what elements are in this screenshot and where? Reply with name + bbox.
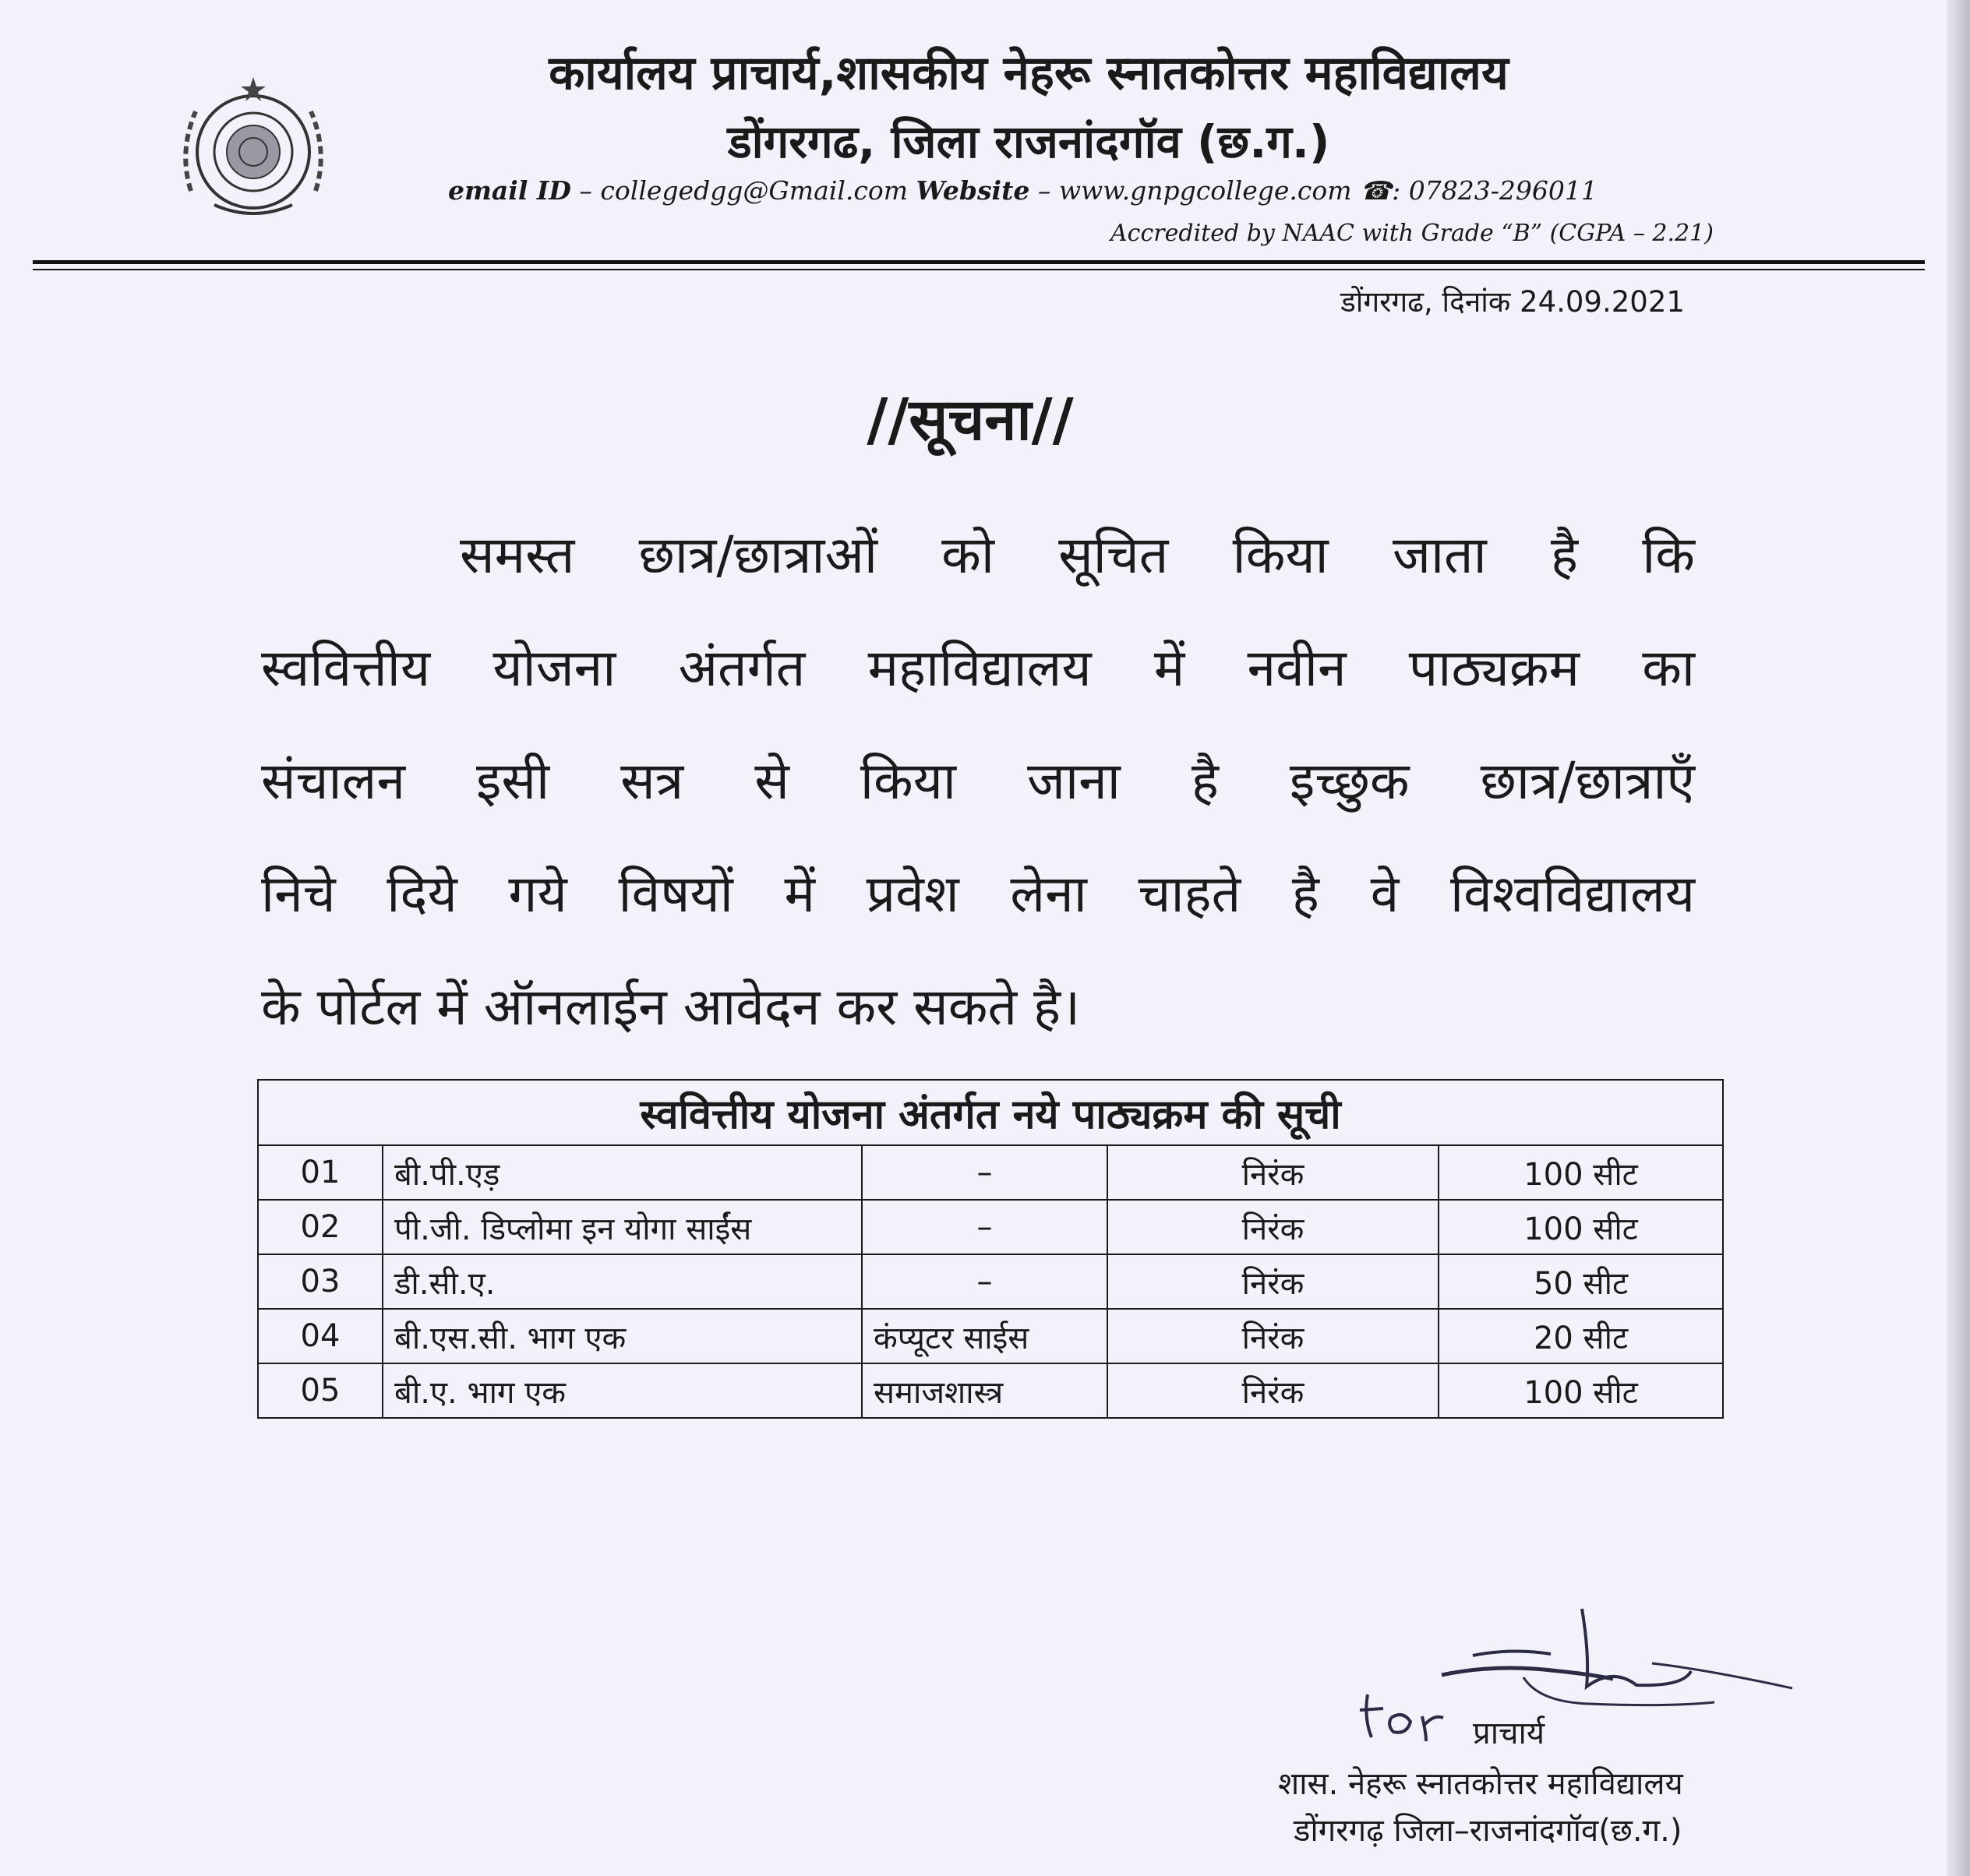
phone-value: 07823-296011 (1408, 175, 1598, 206)
table-row (258, 1363, 1723, 1418)
course-name: बी.ए. भाग एक (383, 1363, 862, 1418)
website-value: www.gnpgcollege.com (1058, 175, 1352, 206)
course-subject: कंप्यूटर साईस (862, 1309, 1107, 1363)
body-line-3: संचालन इसी सत्र से किया जाना है इच्छुक छात्र/छात्राऍं (261, 751, 1695, 811)
row-number: 04 (258, 1309, 383, 1363)
row-number: 02 (258, 1200, 383, 1254)
accreditation-line: Accredited by NAAC with Grade “B” (CGPA – 2.21) (1110, 220, 1714, 247)
table-row (258, 1254, 1723, 1309)
row-number: 03 (258, 1254, 383, 1309)
course-table (257, 1079, 1724, 1419)
course-seats: 20 सीट (1439, 1309, 1723, 1363)
course-grade: निरंक (1107, 1200, 1439, 1254)
table-title: स्ववित्तीय योजना अंतर्गत नये पाठ्यक्रम की सूची (258, 1080, 1723, 1145)
course-seats: 100 सीट (1439, 1200, 1723, 1254)
body-line-2: स्ववित्तीय योजना अंतर्गत महाविद्यालय में नवीन पाठ्यक्रम का (261, 638, 1695, 698)
signatory-title: प्राचार्य (1473, 1716, 1545, 1751)
row-number: 01 (258, 1145, 383, 1200)
table-row (258, 1200, 1723, 1254)
office-title: कार्यालय प्राचार्य,शासकीय नेहरू स्नातकोत्तर महाविद्यालय (549, 46, 1509, 100)
signatory-institution: शास. नेहरू स्नातकोत्तर महाविद्यालय (1278, 1766, 1683, 1802)
notice-heading: //सूचना// (867, 386, 1074, 453)
course-name: बी.पी.एड़ (383, 1145, 862, 1200)
page-edge-shadow (1947, 0, 1970, 1876)
email-label: email ID (448, 175, 571, 206)
body-line-4: निचे दिये गये विषयों में प्रवेश लेना चाहते है वे विश्वविद्यालय (261, 864, 1695, 924)
office-location: डोंगरगढ, जिला राजनांदगॉव (छ.ग.) (727, 115, 1330, 168)
course-name: डी.सी.ए. (383, 1254, 862, 1309)
website-label: Website (916, 175, 1030, 206)
table-row (258, 1309, 1723, 1363)
signatory-address: डोंगरगढ़ जिला–राजनांदगॉव(छ.ग.) (1294, 1813, 1682, 1849)
course-subject: – (862, 1200, 1107, 1254)
body-line-1: समस्त छात्र/छात्राओं को सूचित किया जाता है कि (460, 525, 1695, 585)
contact-line (448, 175, 1598, 206)
email-value: collegedgg@Gmail.com (600, 175, 909, 206)
college-seal-icon (168, 66, 339, 238)
course-seats: 100 सीट (1439, 1145, 1723, 1200)
course-seats: 50 सीट (1439, 1254, 1723, 1309)
table-title-row (258, 1080, 1723, 1145)
course-name: पी.जी. डिप्लोमा इन योगा साईंस (383, 1200, 862, 1254)
phone-colon: : (1392, 175, 1409, 206)
course-subject: – (862, 1254, 1107, 1309)
header-divider (33, 260, 1925, 264)
course-name: बी.एस.सी. भाग एक (383, 1309, 862, 1363)
body-line-5: के पोर्टल में ऑनलाईन आवेदन कर सकते है। (261, 977, 1081, 1037)
course-grade: निरंक (1107, 1309, 1439, 1363)
contact-sep: – (1037, 175, 1059, 206)
course-grade: निरंक (1107, 1363, 1439, 1418)
course-subject: समाजशास्त्र (862, 1363, 1107, 1418)
handwritten-signature-icon (1356, 1593, 1800, 1753)
course-grade: निरंक (1107, 1145, 1439, 1200)
table-row (258, 1145, 1723, 1200)
contact-sep: – (579, 175, 601, 206)
row-number: 05 (258, 1363, 383, 1418)
phone-icon: ☎ (1360, 175, 1393, 206)
course-seats: 100 सीट (1439, 1363, 1723, 1418)
header-divider-thin (33, 269, 1925, 270)
course-subject: – (862, 1145, 1107, 1200)
date-line: डोंगरगढ, दिनांक 24.09.2021 (1340, 285, 1685, 319)
course-grade: निरंक (1107, 1254, 1439, 1309)
